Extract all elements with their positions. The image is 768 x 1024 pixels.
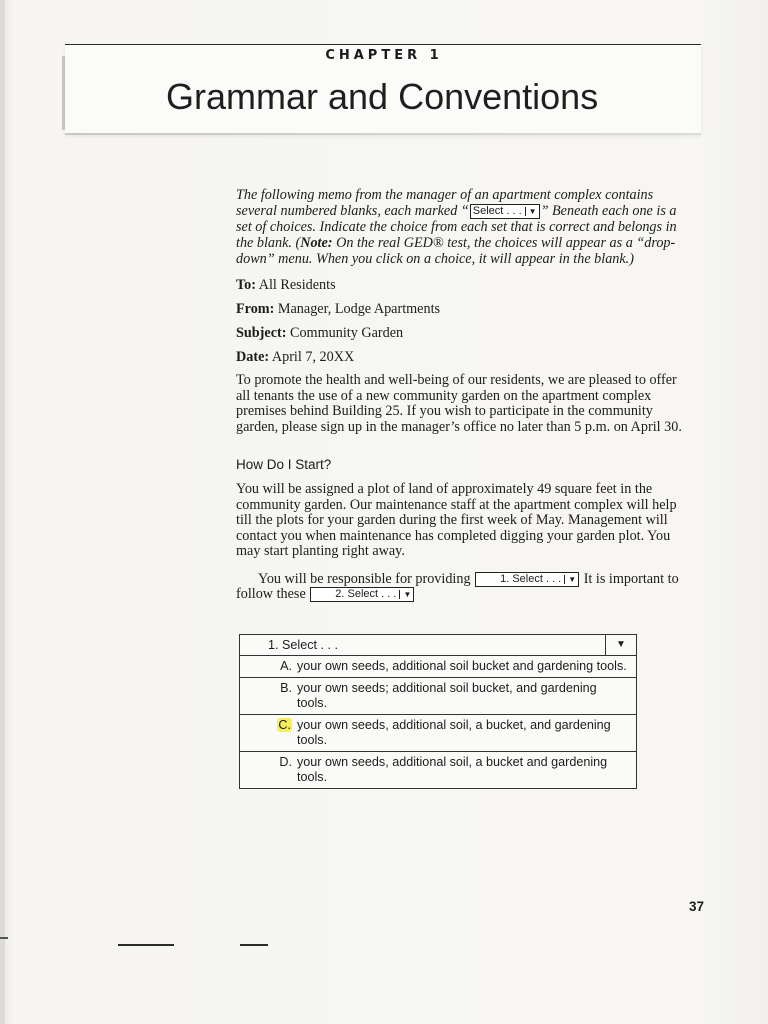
main-content (236, 187, 686, 615)
dropdown-arrow-icon: ▼ (564, 575, 576, 584)
dropdown-arrow-icon[interactable]: ▼ (606, 635, 637, 656)
option-text: your own seeds, additional soil, a bucket, and gardening tools. (297, 718, 611, 747)
memo-subject-label: Subject: (236, 325, 287, 341)
chapter-label: CHAPTER 1 (325, 48, 443, 63)
memo-to (236, 277, 686, 294)
highlighter-mark: C. (278, 718, 291, 732)
memo-subject (236, 325, 686, 342)
dropdown-arrow-icon: ▼ (399, 590, 411, 599)
option-letter: B. (280, 681, 292, 695)
scan-artifact-line (118, 944, 174, 946)
example-select (470, 204, 540, 219)
memo-to-label: To: (236, 277, 256, 293)
scan-artifact-line (0, 937, 8, 939)
page-edge (0, 0, 5, 1024)
dropdown-option-a[interactable] (240, 656, 637, 678)
option-letter: D. (279, 755, 292, 769)
example-select-label: Select . . . (472, 205, 522, 217)
page-number: 37 (689, 899, 705, 914)
scan-artifact-line (240, 944, 268, 946)
instructions-text: On the real GED® test, the choices will appear as a “drop-down” menu. When you click on a choice, it will appear in the blank.) (236, 235, 676, 267)
option-letter: A. (280, 659, 292, 673)
blank-1-select[interactable] (475, 572, 579, 587)
section-heading: How Do I Start? (236, 457, 332, 472)
blank-2-label: 2. Select . . . (335, 588, 397, 600)
memo-from (236, 301, 686, 318)
option-text: your own seeds, additional soil, a bucket and gardening tools. (297, 755, 608, 784)
memo-subject-value: Community Garden (286, 325, 404, 341)
paragraph-text: It is important to follow these (236, 570, 679, 602)
memo-date (236, 349, 686, 366)
option-text: your own seeds, additional soil bucket and gardening tools. (297, 659, 627, 673)
memo-date-value: April 7, 20XX (269, 349, 355, 365)
dropdown-option-d[interactable] (240, 752, 637, 789)
memo-paragraph-3 (236, 572, 686, 603)
dropdown-header[interactable] (240, 635, 637, 656)
instructions-text: ” Beneath each one is a set of choices. Indicate the choice from each set that is correct and belongs in the blank. ( (236, 203, 677, 251)
dropdown-options-table (239, 634, 637, 789)
chapter-title: Grammar and Conventions (166, 76, 599, 117)
paragraph-text: You will be responsible for providing (258, 570, 475, 587)
memo-from-value: Manager, Lodge Apartments (274, 301, 441, 317)
blank-1-label: 1. Select . . . (500, 572, 562, 585)
dropdown-option-b[interactable] (240, 678, 637, 715)
memo-paragraph-2: You will be assigned a plot of land of approximately 49 square feet in the community garden. Our maintenance staff at the apartment complex will help till the plots for your garden during the first week of May. Management will contact you when maintenance has completed digging your garden plot. You may start planting right away. (236, 481, 677, 559)
memo-from-label: From: (236, 301, 275, 317)
instructions (236, 187, 686, 267)
dropdown-arrow-icon: ▼ (525, 207, 537, 216)
instructions-text: The following memo from the manager of an apartment complex contains several numbered blanks, each marked “ (236, 187, 654, 219)
memo-date-label: Date: (236, 349, 270, 365)
note-label: Note: (300, 235, 333, 251)
option-letter (240, 718, 297, 748)
dropdown-option-c[interactable] (240, 715, 637, 752)
memo-paragraph-1: To promote the health and well-being of our residents, we are pleased to offer all tenants the use of a new community garden on the apartment complex premises behind Building 25. If you wish to participate in the community garden, please sign up in the manager’s office no later than 5 p.m. on April 30. (236, 372, 682, 435)
blank-2-select[interactable] (310, 587, 414, 602)
memo-to-value: All Residents (255, 277, 336, 293)
dropdown-header-label: 1. Select . . . (240, 635, 606, 656)
option-text: your own seeds; additional soil bucket, and gardening tools. (297, 681, 597, 710)
